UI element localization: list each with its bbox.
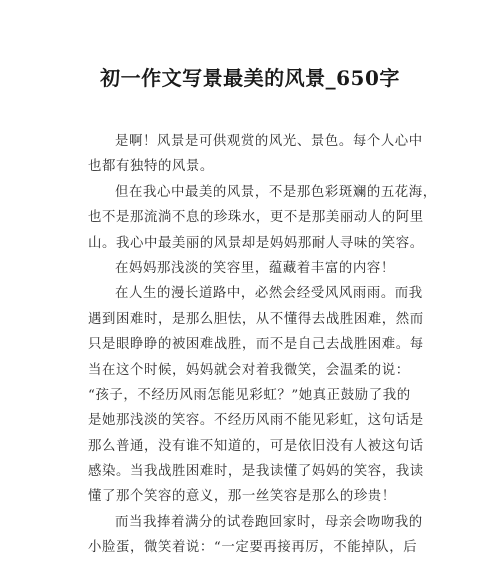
text-line: 懂了那个笑容的意义，那一丝笑容是那么的珍贵！ — [88, 489, 396, 505]
paragraph-4 — [88, 281, 424, 510]
text-line: 在人生的漫长道路中，必然会经受风风雨雨。而我 — [115, 286, 423, 302]
paragraph-5 — [88, 510, 423, 561]
document-body — [88, 129, 437, 561]
text-line: 而当我捧着满分的试卷跑回家时，母亲会吻吻我的 — [115, 514, 423, 530]
paragraph-3 — [88, 256, 420, 281]
text-line: 是啊！风景是可供观赏的风光、景色。每个人心中 — [115, 134, 423, 149]
text-line: 山。我心中最美丽的风景却是妈妈那耐人寻味的笑容。 — [88, 235, 424, 251]
text-line: 那么普通，没有谁不知道的，可是依旧没有人被这句话 — [88, 438, 424, 454]
text-line: 是她那浅淡的笑容。不经历风雨不能见彩虹，这句话是 — [88, 413, 424, 429]
text-line: 也不是那流淌不息的珍珠水，更不是那美丽动人的阿里 — [88, 210, 424, 226]
text-line: 但在我心中最美的风景，不是那色彩斑斓的五花海， — [115, 184, 437, 200]
text-line: 在妈妈那浅淡的笑容里，蕴藏着丰富的内容！ — [115, 260, 395, 276]
text-line: 感染。当我战胜困难时，是我读懂了妈妈的笑容，我读 — [88, 464, 424, 480]
text-line: 也都有独特的风景。 — [88, 159, 214, 175]
text-line: 小脸蛋，微笑着说：“一定要再接再厉，不能掉队，后 — [88, 540, 418, 556]
text-line: “孩子，不经历风雨怎能见彩虹？”她真正鼓励了我的 — [88, 387, 411, 403]
text-line: 遇到困难时，是那么胆怯，从不懂得去战胜困难，然而 — [88, 311, 424, 327]
text-line: 当在这个时候，妈妈就会对着我微笑，会温柔的说： — [88, 362, 410, 378]
paragraph-2 — [88, 180, 437, 256]
document-title: 初一作文写景最美的风景_650字 — [100, 66, 400, 90]
paragraph-1 — [88, 129, 423, 180]
text-line: 只是眼睁睁的被困难战胜，而不是自己去战胜困难。每 — [88, 337, 424, 353]
